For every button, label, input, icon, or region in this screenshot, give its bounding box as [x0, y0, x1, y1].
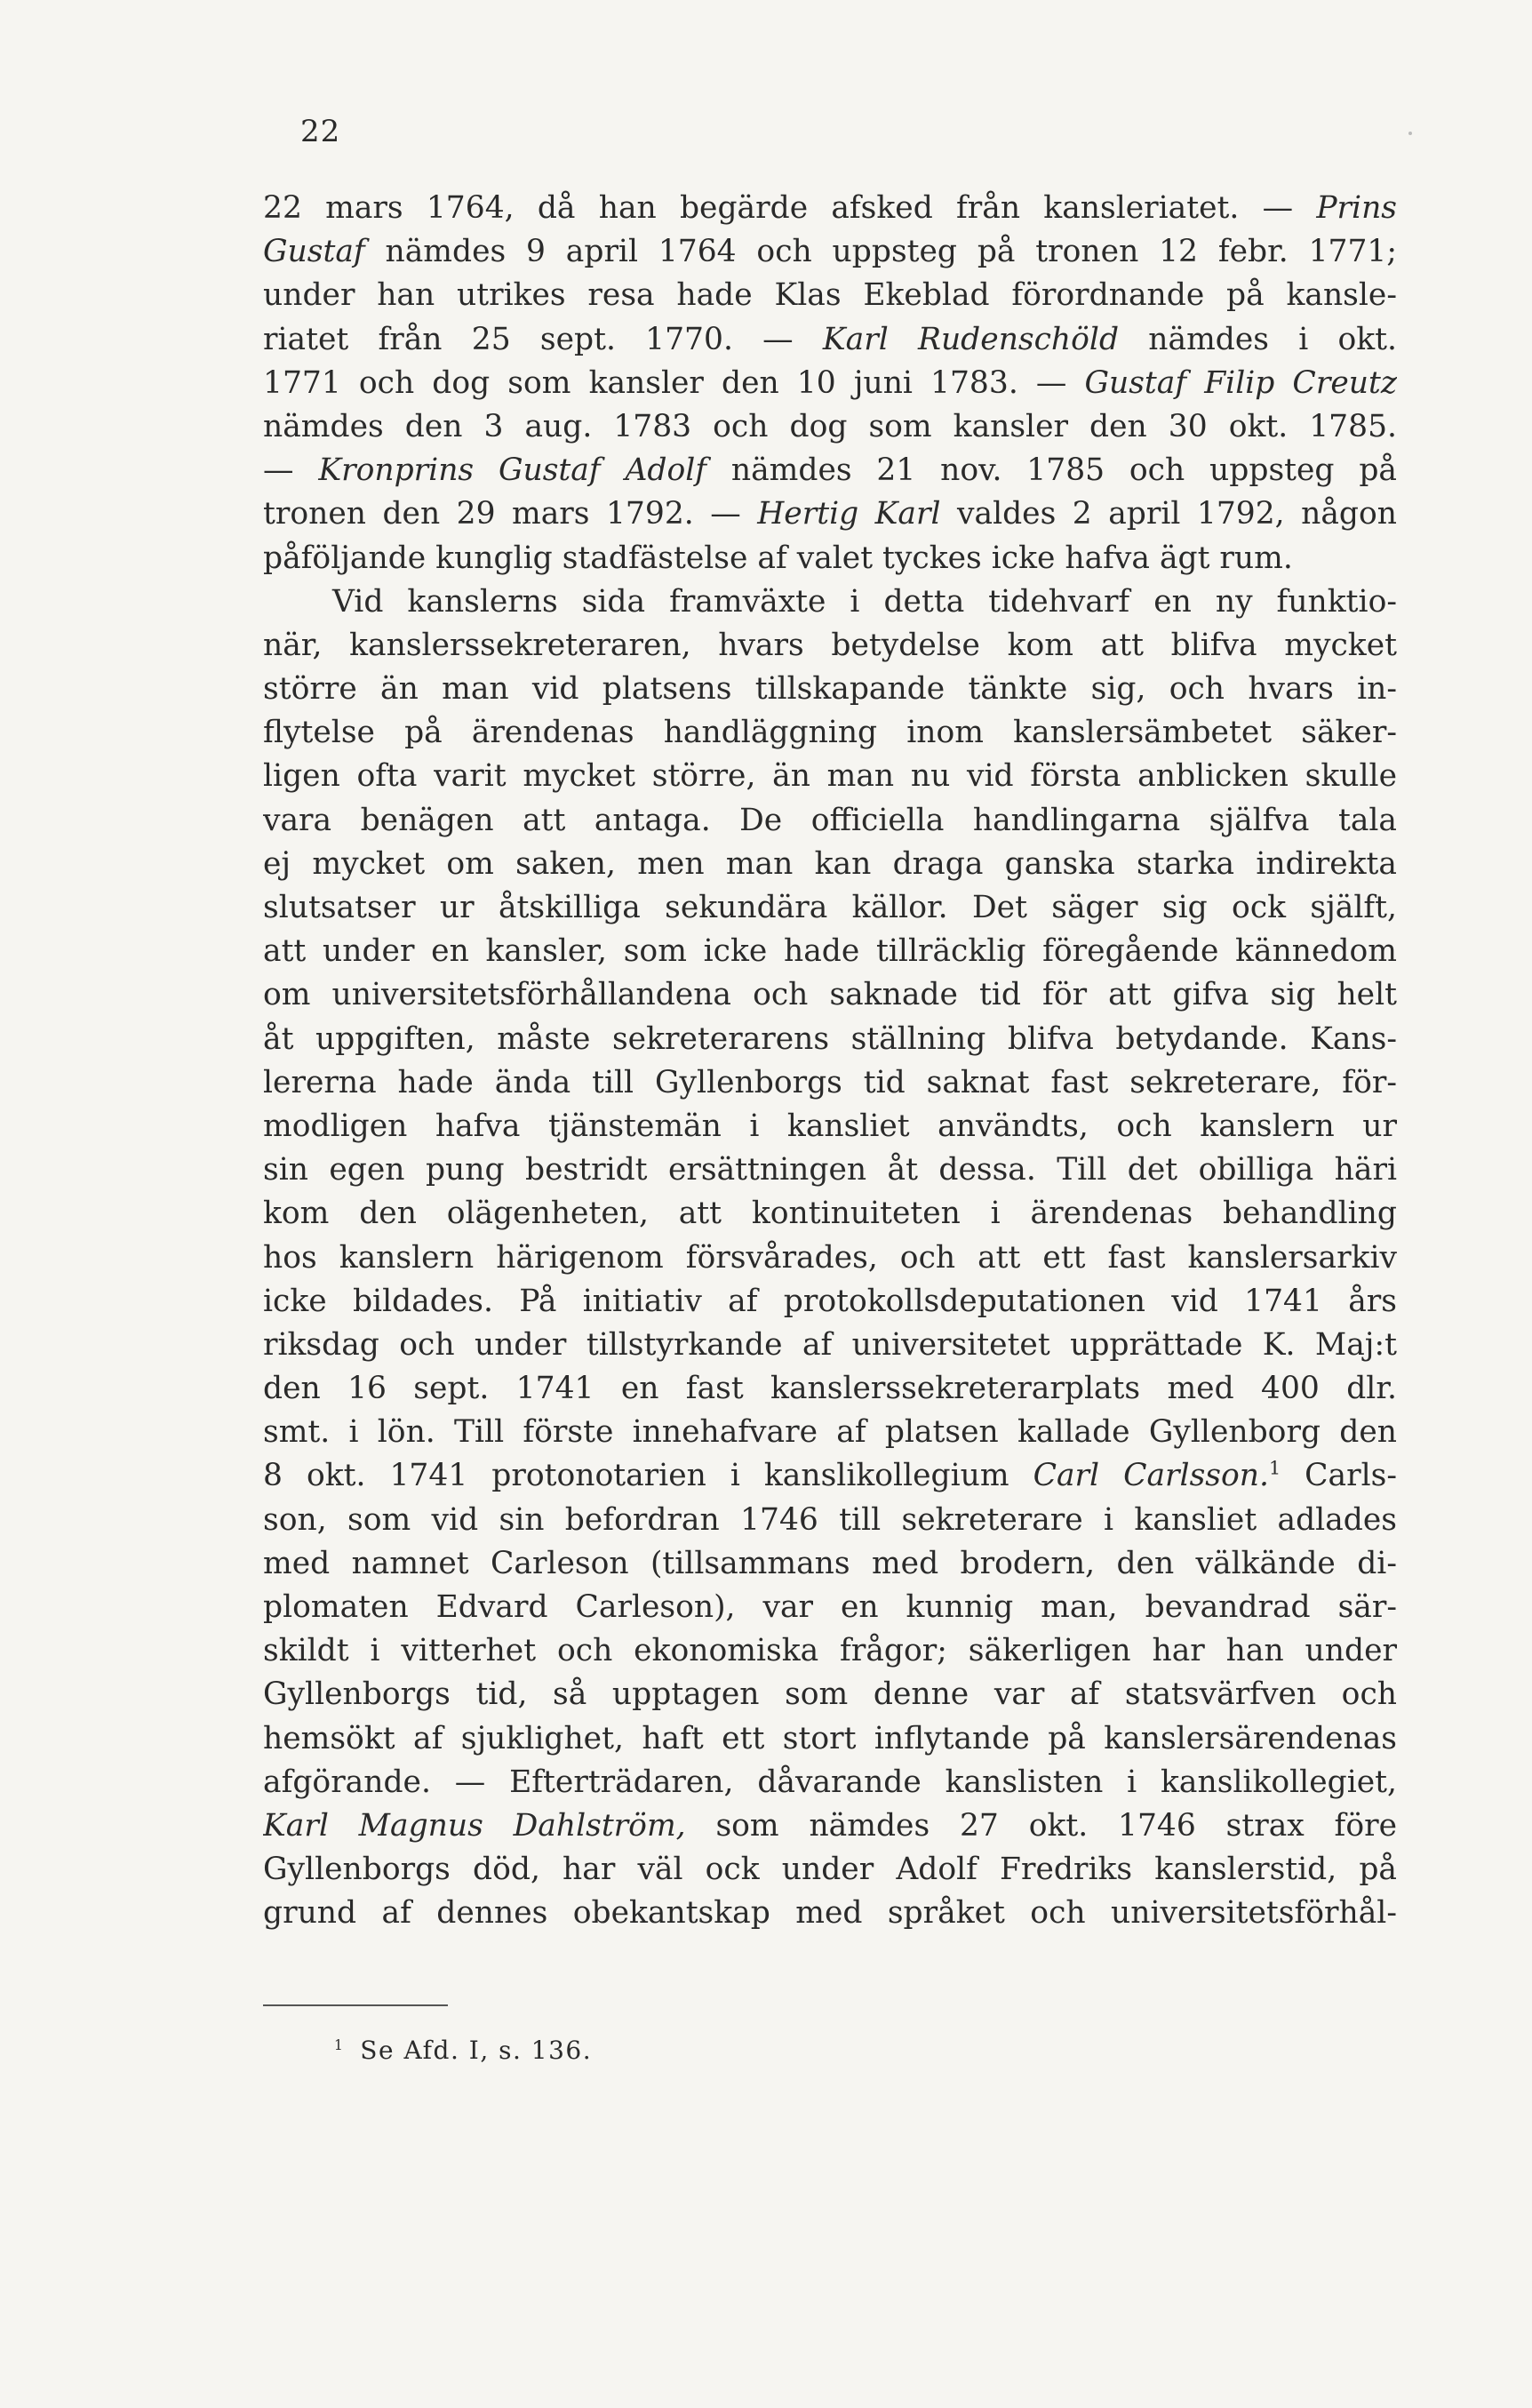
text-line: riksdag och under tillstyrkande af universitetet upprättade K. Maj:t [263, 1326, 1397, 1363]
text-line: skildt i vitterhet och ekonomiska frågor; säkerligen har han under [263, 1633, 1397, 1669]
text-line: åt uppgiften, måste sekreterarens ställning blifva betydande. Kans- [263, 1020, 1397, 1057]
person-name: Gustaf [263, 234, 365, 270]
text-line: ligen ofta varit mycket större, än man nu vid första anblicken skulle [263, 758, 1397, 795]
text-line: smt. i lön. Till förste innehafvare af platsen kallade Gyllenborg den [263, 1414, 1397, 1451]
text-line: den 16 sept. 1741 en fast kanslerssekreterarplats med 400 dlr. [263, 1371, 1397, 1407]
page-number: 22 [300, 114, 341, 149]
text-line: påföljande kunglig stadfästelse af valet tyckes icke hafva ägt rum. [263, 540, 1293, 576]
text-line: om universitetsförhållandena och saknade tid för att gifva sig helt [263, 977, 1397, 1013]
footnote-reference[interactable]: 1 [1268, 1457, 1281, 1479]
text-line: vara benägen att antaga. De officiella handlingarna själfva tala [263, 802, 1397, 838]
text-line: 1771 och dog som kansler den 10 juni 1783. — Gustaf Filip Creutz [263, 364, 1397, 401]
text-line: hemsökt af sjuklighet, haft ett stort inflytande på kanslersärendenas [263, 1720, 1397, 1756]
text-line: när, kanslerssekreteraren, hvars betydelse kom att blifva mycket [263, 627, 1397, 663]
text-line: son, som vid sin befordran 1746 till sekreterare i kansliet adlades [263, 1501, 1397, 1538]
text-line: slutsatser ur åtskilliga sekundära källor. Det säger sig ock själft, [263, 890, 1397, 925]
text-line: ej mycket om saken, men man kan draga ganska starka indirekta [263, 845, 1397, 882]
footnote-marker: 1 [334, 2036, 345, 2053]
text-line: Karl Magnus Dahlström, som nämdes 27 okt. 1746 strax före [263, 1807, 1397, 1844]
text-line: — Kronprins Gustaf Adolf nämdes 21 nov. 1785 och uppsteg på [263, 452, 1397, 489]
text-line: att under en kansler, som icke hade tillräcklig föregående kännedom [263, 933, 1397, 970]
text-line: tronen den 29 mars 1792. — Hertig Karl valdes 2 april 1792, någon [263, 496, 1397, 532]
text-line: afgörande. — Efterträdaren, dåvarande kanslisten i kanslikollegiet, [263, 1764, 1397, 1800]
text-line: plomaten Edvard Carleson), var en kunnig man, bevandrad sär- [263, 1589, 1397, 1625]
text-line: modligen hafva tjänstemän i kansliet användts, och kanslern ur [263, 1108, 1397, 1144]
text-line: lererna hade ända till Gyllenborgs tid saknat fast sekreterare, för- [263, 1064, 1397, 1100]
text-line: hos kanslern härigenom försvårades, och att ett fast kanslersarkiv [263, 1239, 1397, 1276]
person-name: Prins [1316, 190, 1397, 226]
text-line: flytelse på ärendenas handläggning inom kanslersämbetet säker- [263, 715, 1397, 751]
text-line: kom den olägenheten, att kontinuiteten i ärendenas behandling [263, 1196, 1397, 1232]
text-line: riatet från 25 sept. 1770. — Karl Rudenschöld nämdes i okt. [263, 321, 1397, 357]
footnote [334, 2036, 592, 2066]
text-line: Gyllenborgs död, har väl ock under Adolf Fredriks kanslerstid, på [263, 1852, 1397, 1888]
person-name: Kronprins Gustaf Adolf [318, 452, 707, 489]
person-name: Gustaf Filip Creutz [1084, 364, 1397, 401]
footnote-text: Se Afd. I, s. 136. [360, 2036, 593, 2065]
scan-speck [1408, 132, 1412, 135]
body-text [263, 187, 1397, 1936]
person-name: Karl Magnus Dahlström, [263, 1807, 686, 1844]
text-line: med namnet Carleson (tillsammans med brodern, den välkände di- [263, 1545, 1397, 1581]
footnote-divider [263, 2004, 448, 2006]
text-line: Gustaf nämdes 9 april 1764 och uppsteg på tronen 12 febr. 1771; [263, 234, 1397, 270]
person-name: Hertig Karl [757, 496, 941, 532]
text-line: sin egen pung bestridt ersättningen åt dessa. Till det obilliga häri [263, 1152, 1397, 1188]
person-name: Carl Carlsson. [1033, 1458, 1269, 1494]
text-line: grund af dennes obekantskap med språket och universitetsförhål- [263, 1895, 1397, 1932]
text-line: 22 mars 1764, då han begärde afsked från kansleriatet. — Prins [263, 190, 1397, 226]
text-line: 8 okt. 1741 protonotarien i kanslikollegium Carl Carlsson.$^1$ Carls- [263, 1457, 1397, 1494]
text-line: under han utrikes resa hade Klas Ekeblad förordnande på kansle- [263, 277, 1397, 314]
person-name: Karl Rudenschöld [822, 321, 1120, 357]
text-line: Gyllenborgs tid, så upptagen som denne var af statsvärfven och [263, 1676, 1397, 1713]
text-line: icke bildades. På initiativ af protokollsdeputationen vid 1741 års [263, 1283, 1397, 1319]
paragraph-start-line: Vid kanslerns sida framväxte i detta tidehvarf en ny funktio- [332, 583, 1397, 620]
text-line: större än man vid platsens tillskapande tänkte sig, och hvars in- [263, 671, 1397, 708]
text-line: nämdes den 3 aug. 1783 och dog som kansler den 30 okt. 1785. [263, 408, 1397, 444]
